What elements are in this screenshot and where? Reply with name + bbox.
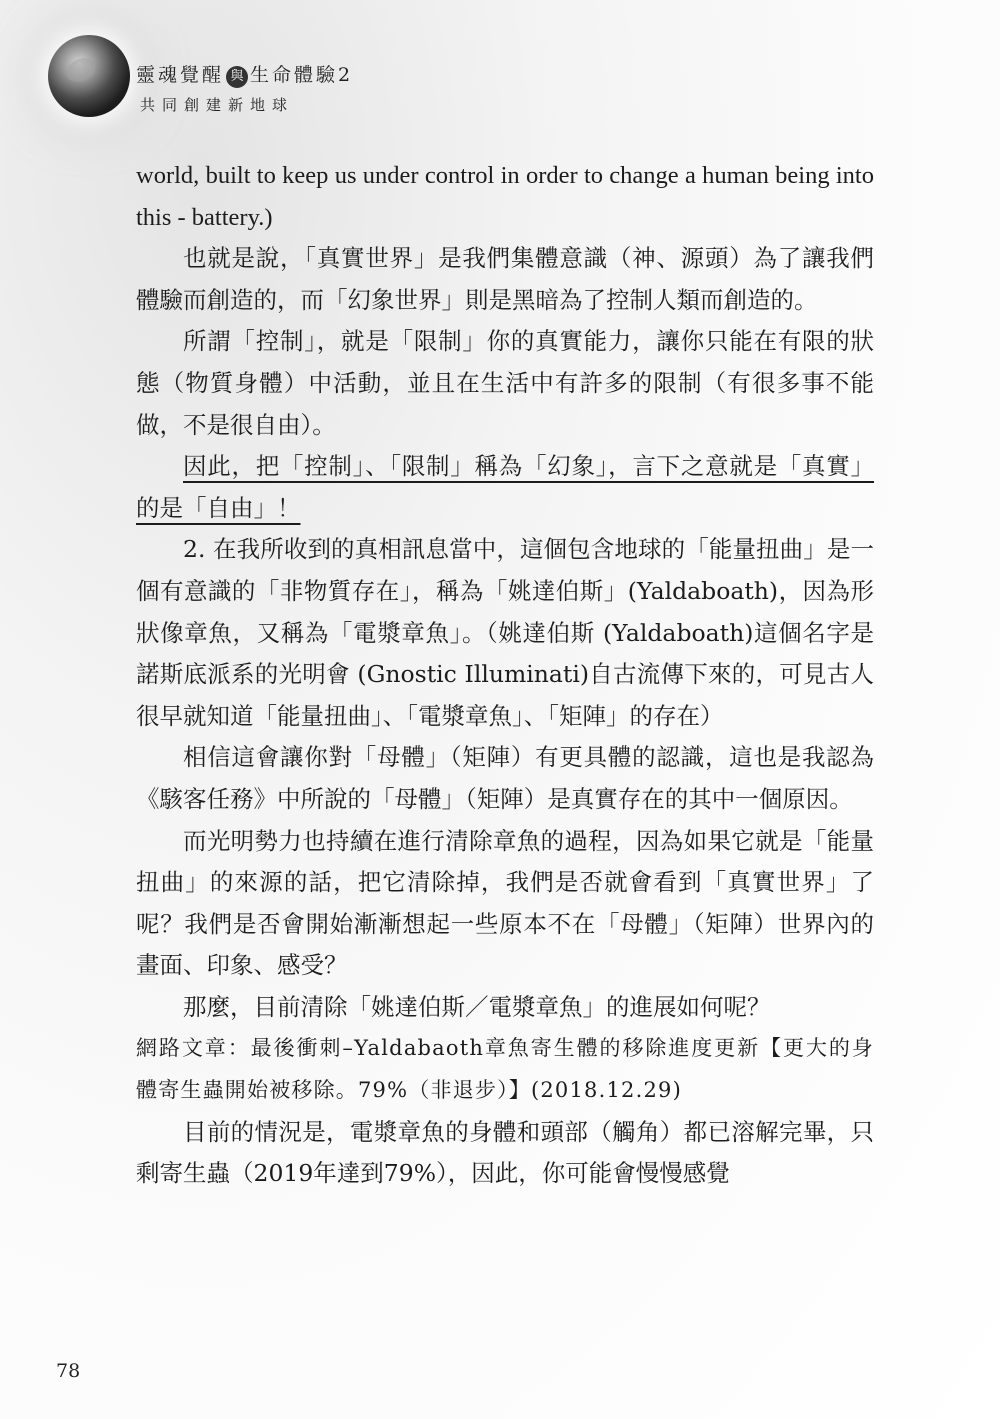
series-title-part1: 靈魂覺醒 (136, 64, 225, 86)
earth-globe-icon (48, 35, 130, 117)
paragraph: 也就是說，「真實世界」是我們集體意識（神、源頭）為了讓我們體驗而創造的，而「幻象世界」則是黑暗為了控制人類而創造的。 (136, 244, 874, 314)
paragraph: 那麼，目前清除「姚達伯斯／電漿章魚」的進展如何呢？ (183, 992, 771, 1021)
paragraph-english-continuation: world, built to keep us under control in order to change a human being into this - battery.) (136, 162, 874, 231)
article-reference: 網路文章：最後衝刺–Yaldabaoth章魚寄生體的移除進度更新【更大的身體寄生蟲開始被移除。79%（非退步）】(2018.12.29) (136, 1036, 874, 1103)
book-subtitle: 共同創建新地球 (140, 96, 295, 114)
emphasized-paragraph: 因此，把「控制」、「限制」稱為「幻象」，言下之意就是「真實」的是「自由」！ (136, 452, 874, 522)
paragraph: 所謂「控制」，就是「限制」你的真實能力，讓你只能在有限的狀態（物質身體）中活動，並且在生活中有許多的限制（有很多事不能做，不是很自由）。 (136, 327, 874, 439)
paragraph: 相信這會讓你對「母體」（矩陣）有更具體的認識，這也是我認為《駭客任務》中所說的「母體」（矩陣）是真實存在的其中一個原因。 (136, 743, 874, 813)
book-series-title (136, 60, 353, 88)
page-body (136, 155, 874, 1195)
paragraph: 而光明勢力也持續在進行清除章魚的過程，因為如果它就是「能量扭曲」的來源的話，把它清除掉，我們是否就會看到「真實世界」了呢？我們是否會開始漸漸想起一些原本不在「母體」（矩陣）世界內的畫面、印象、感受？ (136, 826, 874, 980)
page-number: 78 (56, 1360, 81, 1382)
paragraph-numbered: 2. 在我所收到的真相訊息當中，這個包含地球的「能量扭曲」是一個有意識的「非物質存在」，稱為「姚達伯斯」(Yaldaboath)，因為形狀像章魚，又稱為「電漿章魚」。（姚達伯斯 (Yaldaboath)這個名字是諾斯底派系的光明會 (Gnostic Illuminati)自古流傳下來的，可見古人很早就知道「能量扭曲」、「電漿章魚」、「矩陣」的存在） (136, 535, 874, 730)
running-header (40, 25, 540, 125)
series-title-part2: 生命體驗2 (250, 64, 354, 86)
paragraph: 目前的情況是，電漿章魚的身體和頭部（觸角）都已溶解完畢，只剩寄生蟲（2019年達到79%），因此，你可能會慢慢感覺 (136, 1117, 874, 1188)
series-title-connector-badge: 與 (226, 66, 248, 88)
